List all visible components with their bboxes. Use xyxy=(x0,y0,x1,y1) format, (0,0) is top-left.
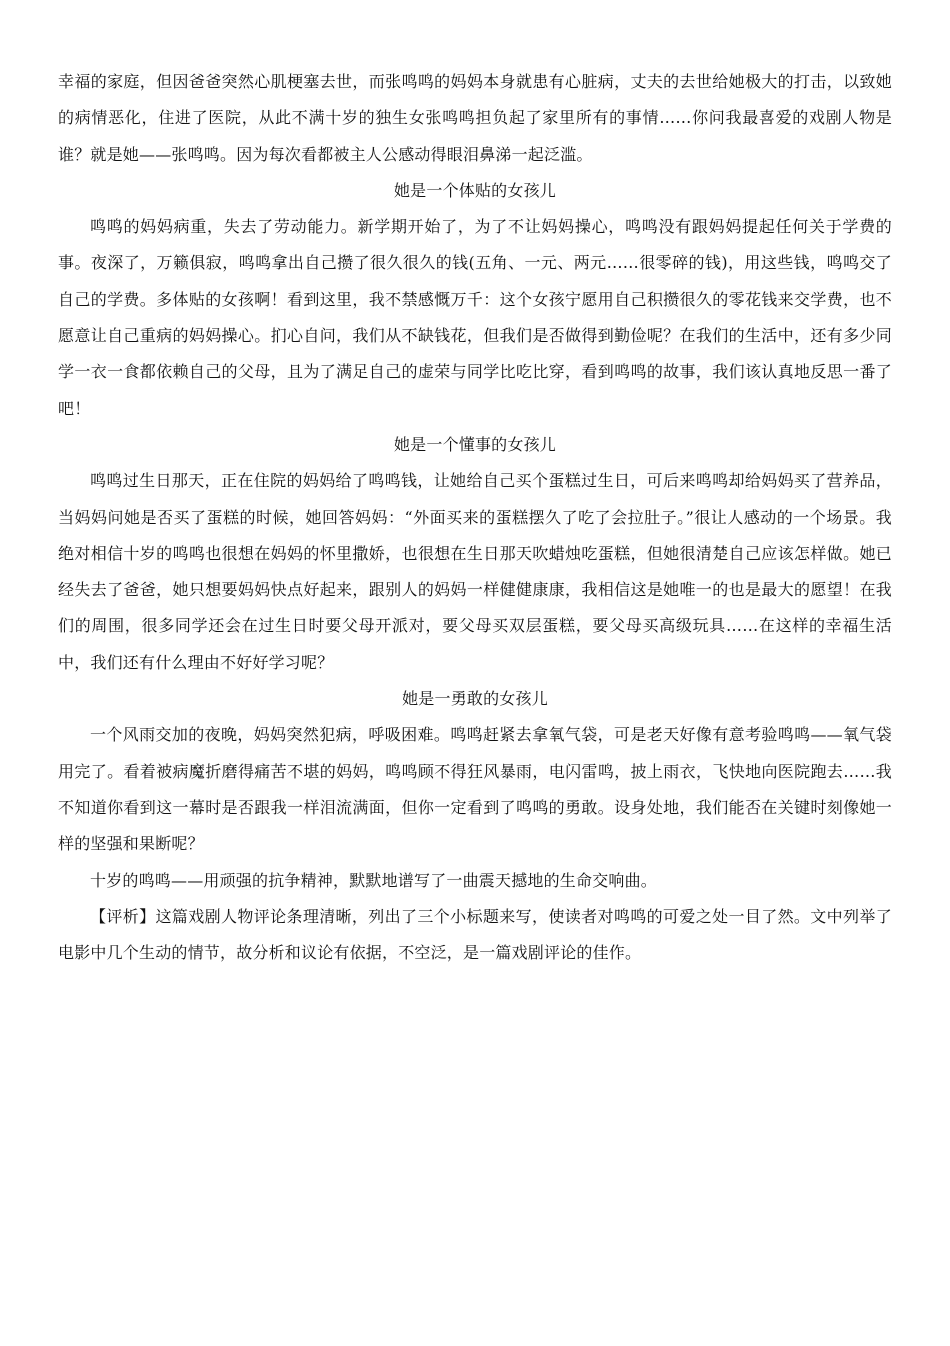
section-heading-brave: 她是一勇敢的女孩儿 xyxy=(402,689,548,709)
section-heading-considerate: 她是一个体贴的女孩儿 xyxy=(393,180,556,200)
document-body xyxy=(58,64,892,971)
paragraph-commentary: 【评析】这篇戏剧人物评论条理清晰，列出了三个小标题来写，使读者对鸣鸣的可爱之处一目了然。文中列举了电影中几个生动的情节，故分析和议论有依据，不空泛，是一篇戏剧评论的佳作。 xyxy=(58,906,892,963)
paragraph-brave: 一个风雨交加的夜晚，妈妈突然犯病，呼吸困难。鸣鸣赶紧去拿氧气袋，可是老天好像有意考验鸣鸣——氧气袋用完了。看着被病魔折磨得痛苦不堪的妈妈，鸣鸣顾不得狂风暴雨，电闪雷鸣，披上雨衣，飞快地向医院跑去……我不知道你看到这一幕时是否跟我一样泪流满面，但你一定看到了鸣鸣的勇敢。设身处地，我们能否在关键时刻像她一样的坚强和果断呢？ xyxy=(58,725,892,854)
paragraph-sensible: 鸣鸣过生日那天，正在住院的妈妈给了鸣鸣钱，让她给自己买个蛋糕过生日，可后来鸣鸣却给妈妈买了营养品，当妈妈问她是否买了蛋糕的时候，她回答妈妈：“外面买来的蛋糕摆久了吃了会拉肚子。”很让人感动的一个场景。我绝对相信十岁的鸣鸣也很想在妈妈的怀里撒娇，也很想在生日那天吹蜡烛吃蛋糕，但她很清楚自己应该怎样做。她已经失去了爸爸，她只想要妈妈快点好起来，跟别人的妈妈一样健健康康，我相信这是她唯一的也是最大的愿望！在我们的周围，很多同学还会在过生日时要父母开派对，要父母买双层蛋糕，要父母买高级玩具……在这样的幸福生活中，我们还有什么理由不好好学习呢？ xyxy=(58,471,892,672)
paragraph-intro: 幸福的家庭，但因爸爸突然心肌梗塞去世，而张鸣鸣的妈妈本身就患有心脏病，丈夫的去世给她极大的打击，以致她的病情恶化，住进了医院，从此不满十岁的独生女张鸣鸣担负起了家里所有的事情……你问我最喜爱的戏剧人物是谁？就是她——张鸣鸣。因为每次看都被主人公感动得眼泪鼻涕一起泛滥。 xyxy=(58,72,892,164)
paragraph-considerate: 鸣鸣的妈妈病重，失去了劳动能力。新学期开始了，为了不让妈妈操心，鸣鸣没有跟妈妈提起任何关于学费的事。夜深了，万籁俱寂，鸣鸣拿出自己攒了很久很久的钱(五角、一元、两元……很零碎的钱)，用这些钱，鸣鸣交了自己的学费。多体贴的女孩啊！看到这里，我不禁感慨万千：这个女孩宁愿用自己积攒很久的零花钱来交学费，也不愿意让自己重病的妈妈操心。扪心自问，我们从不缺钱花，但我们是否做得到勤俭呢？在我们的生活中，还有多少同学一衣一食都依赖自己的父母，且为了满足自己的虚荣与同学比吃比穿，看到鸣鸣的故事，我们该认真地反思一番了吧！ xyxy=(58,217,892,418)
paragraph-conclusion: 十岁的鸣鸣——用顽强的抗争精神，默默地谱写了一曲震天撼地的生命交响曲。 xyxy=(90,870,658,890)
section-heading-sensible: 她是一个懂事的女孩儿 xyxy=(393,434,556,454)
